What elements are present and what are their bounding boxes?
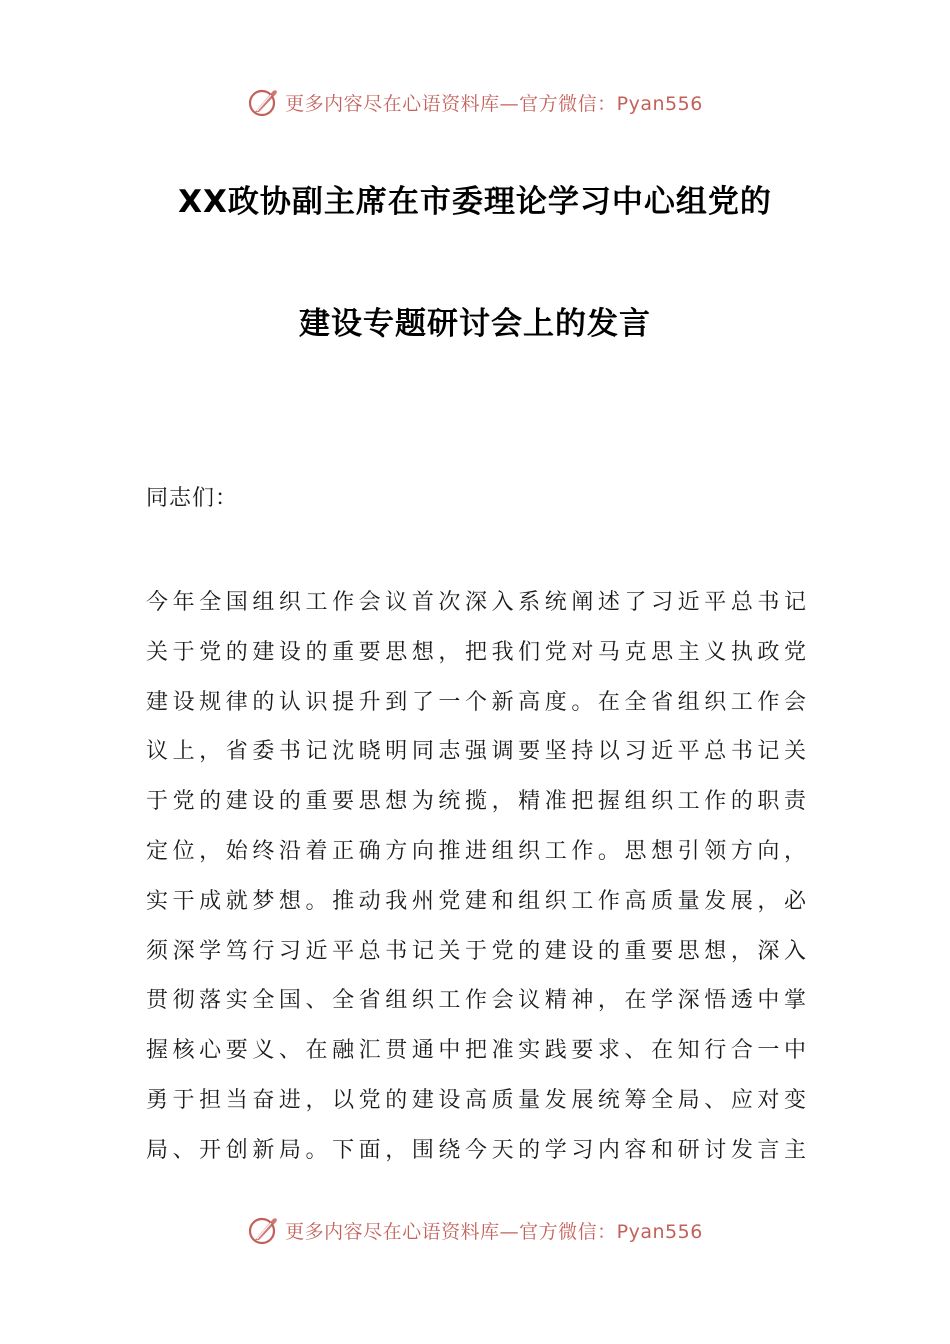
body-line: 实干成就梦想。推动我州党建和组织工作高质量发展，必 xyxy=(146,888,806,914)
banner-text xyxy=(285,1217,703,1244)
body-line: 局、开创新局。下面，围绕今天的学习内容和研讨发言主 xyxy=(146,1137,806,1163)
banner-label: 更多内容尽在心语资料库—官方微信： xyxy=(285,1220,617,1243)
body-line: 定位，始终沿着正确方向推进组织工作。思想引领方向， xyxy=(146,838,806,864)
wechat-id: Pyan556 xyxy=(616,92,703,115)
footer-banner xyxy=(0,1210,950,1250)
feather-pen-icon xyxy=(247,85,281,119)
body-line: 议上，省委书记沈晓明同志强调要坚持以习近平总书记关 xyxy=(146,739,806,765)
salutation: 同志们： xyxy=(146,486,239,511)
body-line: 贯彻落实全国、全省组织工作会议精神，在学深悟透中掌 xyxy=(146,988,806,1014)
header-banner xyxy=(0,82,950,122)
body-line: 勇于担当奋进，以党的建设高质量发展统筹全局、应对变 xyxy=(146,1087,806,1113)
feather-pen-icon xyxy=(247,1213,281,1247)
body-line: 须深学笃行习近平总书记关于党的建设的重要思想，深入 xyxy=(146,938,806,964)
body-line: 建设规律的认识提升到了一个新高度。在全省组织工作会 xyxy=(146,689,806,715)
wechat-id: Pyan556 xyxy=(616,1220,703,1243)
document-title-line-1: XX政协副主席在市委理论学习中心组党的 xyxy=(178,184,772,220)
banner-text xyxy=(285,89,703,116)
body-line: 今年全国组织工作会议首次深入系统阐述了习近平总书记 xyxy=(146,590,806,615)
body-line: 关于党的建设的重要思想，把我们党对马克思主义执政党 xyxy=(146,639,806,665)
body-line: 握核心要义、在融汇贯通中把准实践要求、在知行合一中 xyxy=(146,1038,806,1064)
body-line: 于党的建设的重要思想为统揽，精准把握组织工作的职责 xyxy=(146,789,806,815)
banner-label: 更多内容尽在心语资料库—官方微信： xyxy=(285,92,617,115)
document-title-line-2: 建设专题研讨会上的发言 xyxy=(299,306,651,342)
body-paragraph xyxy=(146,578,806,1176)
